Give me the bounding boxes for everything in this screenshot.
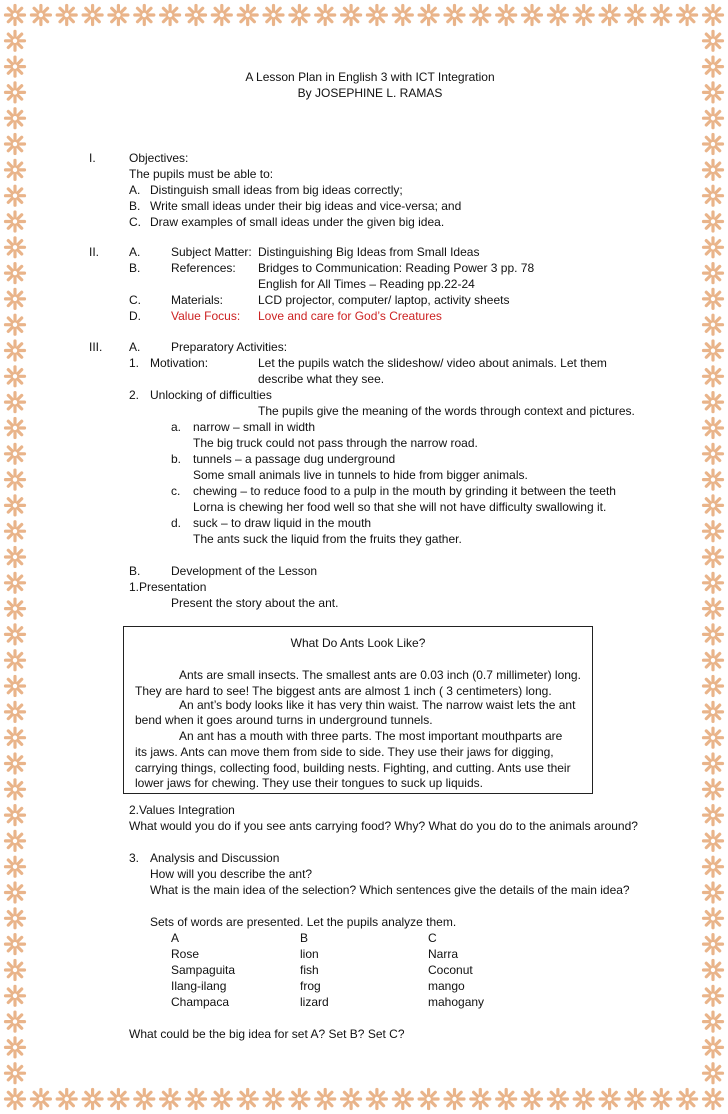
objectives-intro: The pupils must be able to: — [129, 167, 274, 181]
border-flower-icon — [704, 935, 723, 954]
story-line: Ants are small insects. The smallest ants are 0.03 inch (0.7 millimeter) long. — [179, 668, 581, 682]
border-flower-icon — [678, 1090, 697, 1109]
border-flower-icon — [6, 31, 25, 50]
border-flower-icon — [704, 883, 723, 902]
border-flower-icon — [704, 135, 723, 154]
border-flower-icon — [523, 6, 542, 25]
border-flower-icon — [523, 1090, 542, 1109]
border-flower-icon — [135, 1090, 154, 1109]
set-word: Ilang-ilang — [171, 979, 227, 993]
border-flower-icon — [704, 573, 723, 592]
row-value: Distinguishing Big Ideas from Small Ideas — [258, 245, 480, 259]
border-flower-icon — [704, 599, 723, 618]
border-flower-icon — [83, 6, 102, 25]
border-flower-icon — [6, 289, 25, 308]
set-header: C — [428, 931, 437, 945]
border-flower-icon — [704, 702, 723, 721]
story-line: An ant’s body looks like it has very thin waist. The narrow waist lets the ant — [179, 698, 576, 712]
development-heading: Development of the Lesson — [171, 564, 318, 578]
vocab-letter: c. — [171, 484, 181, 498]
row-label: References: — [171, 261, 236, 275]
border-flower-icon — [6, 1012, 25, 1031]
border-flower-icon — [445, 1090, 464, 1109]
row-letter: B. — [129, 564, 141, 578]
border-flower-icon — [6, 109, 25, 128]
set-word: Sampaguita — [171, 963, 236, 977]
border-flower-icon — [83, 1090, 102, 1109]
vocab-definition: narrow – small in width — [193, 420, 316, 434]
border-flower-icon — [704, 625, 723, 644]
border-flower-icon — [6, 264, 25, 283]
story-line: An ant has a mouth with three parts. The most important mouthparts are — [179, 729, 563, 743]
story-line: carrying things, collecting food, building nests. Fighting, and cutting. Ants use their — [135, 761, 571, 775]
border-flower-icon — [704, 780, 723, 799]
vocab-letter: b. — [171, 452, 182, 466]
set-word: frog — [300, 979, 321, 993]
border-flower-icon — [704, 806, 723, 825]
border-flower-icon — [6, 599, 25, 618]
border-flower-icon — [704, 31, 723, 50]
border-flower-icon — [704, 212, 723, 231]
border-flower-icon — [6, 212, 25, 231]
border-flower-icon — [316, 1090, 335, 1109]
border-flower-icon — [6, 702, 25, 721]
border-flower-icon — [704, 109, 723, 128]
value-focus-label: Value Focus: — [171, 309, 241, 323]
border-flower-icon — [212, 1090, 231, 1109]
vocab-example: The ants suck the liquid from the fruits they gather. — [193, 532, 462, 546]
vocab-definition: chewing – to reduce food to a pulp in the mouth by grinding it between the teeth — [193, 484, 616, 498]
border-flower-icon — [704, 831, 723, 850]
border-flower-icon — [704, 651, 723, 670]
border-flower-icon — [6, 57, 25, 76]
border-flower-icon — [57, 1090, 76, 1109]
border-flower-icon — [704, 728, 723, 747]
section-number: I. — [89, 151, 96, 165]
border-flower-icon — [704, 419, 723, 438]
border-flower-icon — [574, 6, 593, 25]
objective-letter: C. — [129, 215, 141, 229]
border-flower-icon — [704, 1012, 723, 1031]
section-heading: Objectives: — [129, 151, 189, 165]
story-title: What Do Ants Look Like? — [290, 636, 426, 650]
border-flower-icon — [6, 625, 25, 644]
document-author: By JOSEPHINE L. RAMAS — [297, 86, 443, 100]
border-flower-icon — [212, 6, 231, 25]
border-flower-icon — [367, 6, 386, 25]
border-flower-icon — [704, 961, 723, 980]
vocab-definition: suck – to draw liquid in the mouth — [193, 516, 372, 530]
border-flower-icon — [445, 6, 464, 25]
section-number: II. — [89, 245, 100, 259]
border-flower-icon — [6, 935, 25, 954]
values-question: What would you do if you see ants carrying food? Why? What do you do to the animals around? — [129, 819, 638, 833]
row-letter: B. — [129, 261, 141, 275]
border-flower-icon — [704, 522, 723, 541]
border-flower-icon — [497, 1090, 516, 1109]
border-flower-icon — [393, 1090, 412, 1109]
row-label: Subject Matter: — [171, 245, 252, 259]
values-heading: 2.Values Integration — [129, 803, 235, 817]
section-number: III. — [89, 340, 103, 354]
border-flower-icon — [678, 6, 697, 25]
item-number: 2. — [129, 388, 140, 402]
border-flower-icon — [704, 341, 723, 360]
set-word: lizard — [300, 995, 329, 1009]
border-flower-icon — [290, 1090, 309, 1109]
story-box — [123, 626, 593, 794]
vocab-definition: tunnels – a passage dug underground — [193, 452, 396, 466]
border-flower-icon — [704, 444, 723, 463]
border-flower-icon — [704, 264, 723, 283]
border-flower-icon — [704, 367, 723, 386]
border-flower-icon — [6, 1038, 25, 1057]
border-flower-icon — [600, 1090, 619, 1109]
value-focus-text: Love and care for God’s Creatures — [258, 309, 442, 323]
story-line: bend when it goes around turns in underground tunnels. — [135, 713, 433, 727]
border-flower-icon — [6, 548, 25, 567]
border-flower-icon — [6, 341, 25, 360]
analysis-heading: Analysis and Discussion — [150, 851, 280, 865]
border-flower-icon — [342, 6, 361, 25]
objective-letter: B. — [129, 199, 141, 213]
sets-intro: Sets of words are presented. Let the pupils analyze them. — [150, 915, 457, 929]
row-letter: D. — [129, 309, 141, 323]
border-flower-icon — [419, 1090, 438, 1109]
unlocking-intro: The pupils give the meaning of the words through context and pictures. — [258, 404, 635, 418]
border-flower-icon — [704, 548, 723, 567]
vocab-example: Some small animals live in tunnels to hide from bigger animals. — [193, 468, 528, 482]
border-flower-icon — [6, 367, 25, 386]
set-word: Narra — [428, 947, 459, 961]
border-flower-icon — [6, 651, 25, 670]
border-flower-icon — [6, 1064, 25, 1083]
final-question: What could be the big idea for set A? Set B? Set C? — [129, 1027, 405, 1041]
border-flower-icon — [6, 728, 25, 747]
border-flower-icon — [6, 160, 25, 179]
row-value: LCD projector, computer/ laptop, activity sheets — [258, 293, 510, 307]
border-flower-icon — [6, 496, 25, 515]
border-flower-icon — [704, 677, 723, 696]
presentation-text: Present the story about the ant. — [171, 596, 339, 610]
border-flower-icon — [548, 1090, 567, 1109]
border-flower-icon — [6, 315, 25, 334]
set-word: Champaca — [171, 995, 230, 1009]
border-flower-icon — [471, 1090, 490, 1109]
row-letter: A. — [129, 340, 141, 354]
border-flower-icon — [290, 6, 309, 25]
border-flower-icon — [57, 6, 76, 25]
border-flower-icon — [6, 83, 25, 102]
border-flower-icon — [109, 1090, 128, 1109]
item-number: 1. — [129, 356, 140, 370]
border-flower-icon — [704, 986, 723, 1005]
border-flower-icon — [342, 1090, 361, 1109]
border-flower-icon — [704, 315, 723, 334]
border-flower-icon — [109, 6, 128, 25]
border-flower-icon — [704, 496, 723, 515]
border-flower-icon — [316, 6, 335, 25]
border-flower-icon — [704, 83, 723, 102]
row-value: English for All Times – Reading pp.22-24 — [258, 277, 475, 291]
border-flower-icon — [652, 1090, 671, 1109]
border-flower-icon — [6, 831, 25, 850]
border-flower-icon — [238, 1090, 257, 1109]
row-letter: A. — [129, 245, 141, 259]
border-flower-icon — [6, 1090, 25, 1109]
border-flower-icon — [6, 857, 25, 876]
border-flower-icon — [704, 57, 723, 76]
border-flower-icon — [6, 780, 25, 799]
document-title: A Lesson Plan in English 3 with ICT Integration — [245, 70, 495, 84]
set-word: Rose — [171, 947, 200, 961]
border-flower-icon — [704, 1038, 723, 1057]
row-label: Materials: — [171, 293, 224, 307]
set-word: mahogany — [428, 995, 485, 1009]
set-header: A — [171, 931, 180, 945]
border-flower-icon — [600, 6, 619, 25]
border-flower-icon — [393, 6, 412, 25]
border-flower-icon — [6, 522, 25, 541]
motivation-text: describe what they see. — [258, 372, 385, 386]
border-flower-icon — [704, 160, 723, 179]
objective-text: Write small ideas under their big ideas and vice-versa; and — [150, 199, 462, 213]
border-flower-icon — [626, 1090, 645, 1109]
vocab-letter: d. — [171, 516, 182, 530]
story-line: its jaws. Ants can move them from side to side. They use their jaws for digging, — [135, 745, 554, 759]
set-word: lion — [300, 947, 319, 961]
border-flower-icon — [6, 677, 25, 696]
analysis-question: What is the main idea of the selection? Which sentences give the details of the main idea? — [150, 883, 630, 897]
vocab-letter: a. — [171, 420, 182, 434]
border-flower-icon — [161, 1090, 180, 1109]
border-flower-icon — [187, 1090, 206, 1109]
border-flower-icon — [704, 238, 723, 257]
border-flower-icon — [6, 419, 25, 438]
border-flower-icon — [6, 883, 25, 902]
border-flower-icon — [6, 470, 25, 489]
preparatory-heading: Preparatory Activities: — [171, 340, 288, 354]
border-flower-icon — [31, 6, 50, 25]
border-flower-icon — [6, 444, 25, 463]
border-flower-icon — [6, 961, 25, 980]
border-flower-icon — [548, 6, 567, 25]
border-flower-icon — [704, 909, 723, 928]
set-word: mango — [428, 979, 465, 993]
border-flower-icon — [652, 6, 671, 25]
motivation-text: Let the pupils watch the slideshow/ video about animals. Let them — [258, 356, 607, 370]
border-flower-icon — [367, 1090, 386, 1109]
border-flower-icon — [6, 135, 25, 154]
border-flower-icon — [497, 6, 516, 25]
border-flower-icon — [704, 857, 723, 876]
set-header: B — [300, 931, 309, 945]
border-flower-icon — [704, 289, 723, 308]
motivation-label: Motivation: — [150, 356, 209, 370]
vocab-example: Lorna is chewing her food well so that she will not have difficulty swallowing it. — [193, 500, 607, 514]
border-flower-icon — [704, 470, 723, 489]
border-flower-icon — [6, 986, 25, 1005]
border-flower-icon — [187, 6, 206, 25]
set-word: fish — [300, 963, 319, 977]
row-letter: C. — [129, 293, 141, 307]
presentation-heading: 1.Presentation — [129, 580, 207, 594]
unlocking-label: Unlocking of difficulties — [150, 388, 272, 402]
border-flower-icon — [264, 6, 283, 25]
border-flower-icon — [704, 1064, 723, 1083]
border-flower-icon — [471, 6, 490, 25]
set-word: Coconut — [428, 963, 473, 977]
story-line: They are hard to see! The biggest ants are almost 1 inch ( 3 centimeters) long. — [135, 684, 552, 698]
item-number: 3. — [129, 851, 140, 865]
row-value: Bridges to Communication: Reading Power 3 pp. 78 — [258, 261, 535, 275]
border-flower-icon — [238, 6, 257, 25]
border-flower-icon — [574, 1090, 593, 1109]
objective-text: Distinguish small ideas from big ideas correctly; — [150, 183, 403, 197]
border-flower-icon — [6, 754, 25, 773]
story-line: lower jaws for chewing. They use their tongues to suck up liquids. — [135, 776, 483, 790]
border-flower-icon — [704, 393, 723, 412]
border-flower-icon — [704, 186, 723, 205]
analysis-question: How will you describe the ant? — [150, 867, 313, 881]
border-flower-icon — [31, 1090, 50, 1109]
border-flower-icon — [6, 573, 25, 592]
border-flower-icon — [704, 754, 723, 773]
objective-letter: A. — [129, 183, 141, 197]
border-flower-icon — [6, 238, 25, 257]
border-flower-icon — [161, 6, 180, 25]
border-flower-icon — [6, 6, 25, 25]
border-flower-icon — [6, 806, 25, 825]
border-flower-icon — [419, 6, 438, 25]
border-flower-icon — [135, 6, 154, 25]
border-flower-icon — [264, 1090, 283, 1109]
border-flower-icon — [6, 186, 25, 205]
border-flower-icon — [6, 909, 25, 928]
objective-text: Draw examples of small ideas under the given big idea. — [150, 215, 445, 229]
border-flower-icon — [704, 6, 723, 25]
border-flower-icon — [6, 393, 25, 412]
vocab-example: The big truck could not pass through the narrow road. — [193, 436, 478, 450]
border-flower-icon — [704, 1090, 723, 1109]
border-flower-icon — [626, 6, 645, 25]
